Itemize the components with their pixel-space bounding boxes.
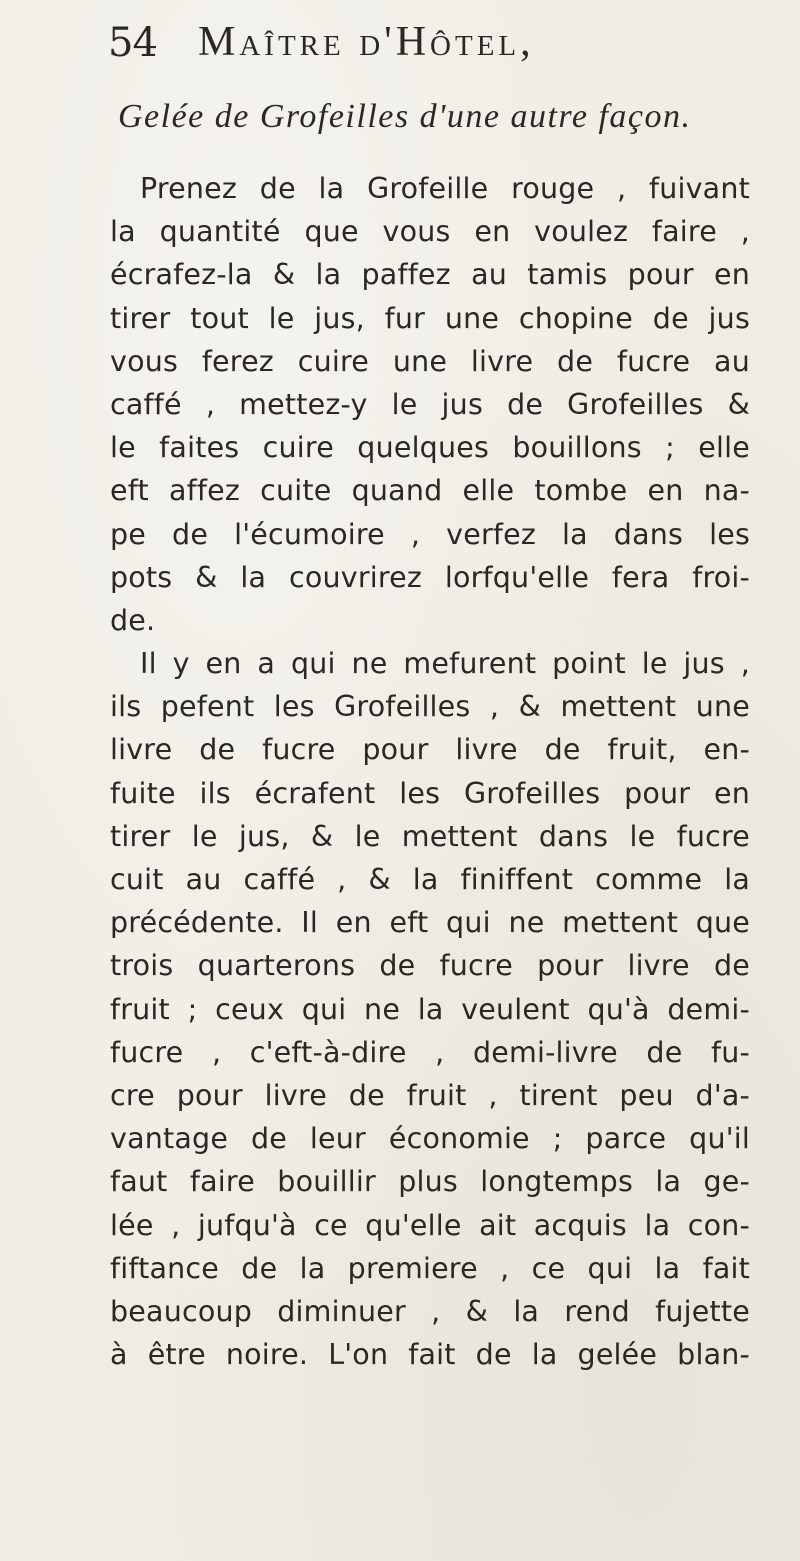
text-line: caffé , mettez-y le jus de Grofeilles & <box>110 387 750 421</box>
text-line: eft affez cuite quand elle tombe en na- <box>110 474 750 508</box>
text-line: fruit ; ceux qui ne la veulent qu'à demi- <box>110 992 750 1026</box>
text-line: trois quarterons de fucre pour livre de <box>110 949 750 983</box>
text-line: ils pefent les Grofeilles , & mettent une <box>110 690 750 724</box>
text-line: la quantité que vous en voulez faire , <box>110 215 750 249</box>
text-line: à être noire. L'on fait de la gelée blan- <box>110 1338 750 1372</box>
running-head: Maître d'Hôtel, <box>198 19 535 65</box>
text-line: cuit au caffé , & la finiffent comme la <box>110 863 750 896</box>
text-line: beaucoup diminuer , & la rend fujette <box>110 1294 750 1328</box>
text-line: vantage de leur économie ; parce qu'il <box>110 1122 750 1156</box>
text-line: pots & la couvrirez lorfqu'elle fera froi- <box>110 560 750 594</box>
text-line: vous ferez cuire une livre de fucre au <box>110 344 750 378</box>
text-line: faut faire bouillir plus longtemps la ge- <box>110 1165 750 1199</box>
paragraph-2 <box>110 642 750 1376</box>
text-line: fiftance de la premiere , ce qui la fait <box>110 1251 750 1285</box>
text-line: fucre , c'eft-à-dire , demi-livre de fu- <box>110 1035 750 1069</box>
text-line: écrafez-la & la paffez au tamis pour en <box>110 258 750 292</box>
text-line: de. <box>110 603 156 637</box>
text-line: lée , jufqu'à ce qu'elle ait acquis la con- <box>110 1208 750 1242</box>
text-line: tirer le jus, & le mettent dans le fucre <box>110 819 750 853</box>
text-line: livre de fucre pour livre de fruit, en- <box>110 733 750 767</box>
section-title: Gelée de Grofeilles d'une autre façon. <box>118 98 692 135</box>
text-line: pe de l'écumoire , verfez la dans les <box>110 517 750 551</box>
body-text <box>110 167 750 1376</box>
text-line: fuite ils écrafent les Grofeilles pour en <box>110 776 750 810</box>
text-line: le faites cuire quelques bouillons ; elle <box>110 431 750 465</box>
text-line: précédente. Il en eft qui ne mettent que <box>110 906 750 940</box>
paragraph-1 <box>110 167 750 642</box>
page-number: 54 <box>108 20 157 66</box>
text-line: Prenez de la Grofeille rouge , fuivant <box>140 172 750 205</box>
page-header <box>108 14 728 74</box>
text-line: cre pour livre de fruit , tirent peu d'a- <box>110 1078 750 1112</box>
text-line: Il y en a qui ne mefurent point le jus , <box>140 647 750 681</box>
text-line: tirer tout le jus, fur une chopine de jus <box>110 301 750 335</box>
